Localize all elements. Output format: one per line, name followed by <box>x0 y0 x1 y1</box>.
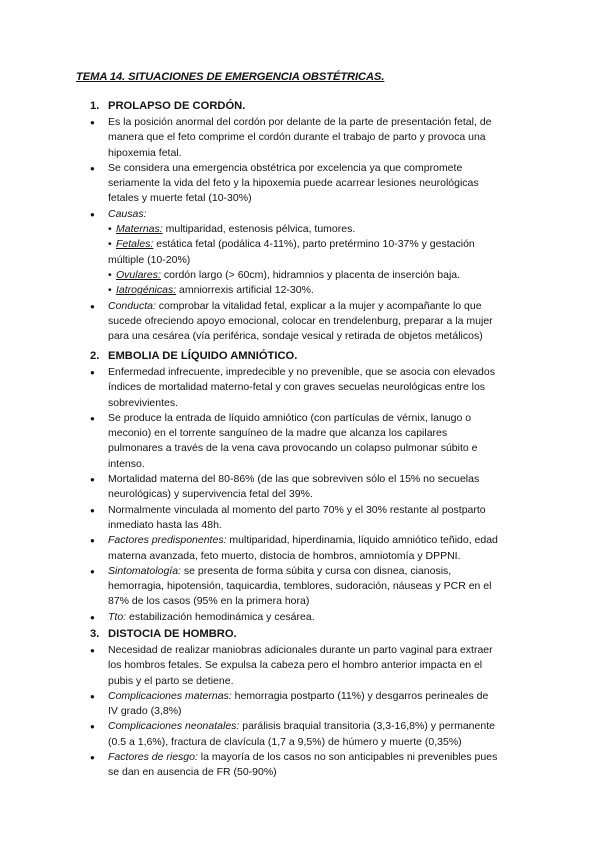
list-item: ● Sintomatología: se presenta de forma súbita y cursa con disnea, cianosis, hemorragia, hipotensión, taquicardia, temblores, sudoración, náuseas y PCR en el 87% de los casos (95% en la primera hora) <box>0 564 500 610</box>
section-heading: 3. DISTOCIA DE HOMBRO. <box>90 628 237 640</box>
list-item: ● Se considera una emergencia obstétrica por excelencia ya que compromete seriamente la vida del feto y la hipoxemia puede acarrear lesiones neurológicas fetales y muerte fetal (10-30%) <box>0 161 500 207</box>
list-item: ● Normalmente vinculada al momento del parto 70% y el 30% restante al postparto inmediato hasta las 48h. <box>0 503 500 534</box>
list-item: ● Mortalidad materna del 80-86% (de las que sobreviven sólo el 15% no secuelas neurológicas) y supervivencia fetal del 39%. <box>0 472 500 503</box>
bullet-list <box>0 365 600 625</box>
list-item: ● Enfermedad infrecuente, impredecible y no prevenible, que se asocia con elevados índices de mortalidad materno-fetal y con graves secuelas neurológicas entre los sobrevivientes. <box>0 365 500 411</box>
list-item: ● Tto: estabilización hemodinámica y cesárea. <box>0 610 500 625</box>
list-item: ● Complicaciones neonatales: parálisis braquial transitoria (3,3-16,8%) y permanente (0.5 a 1,6%), fractura de clavícula (1,7 a 9,5%) de húmero y muerte (0,35%) <box>0 719 500 750</box>
list-item: ● Se produce la entrada de líquido amniótico (con partículas de vérnix, lanugo o meconio) en el torrente sanguíneo de la madre que alcanza los capilares pulmonares a través de la vena cava provocando un colapso pulmonar súbito e intenso. <box>0 411 500 472</box>
list-item: ● Factores predisponentes: multiparidad, hiperdinamia, líquido amniótico teñido, edad materna avanzada, feto muerto, distocia de hombros, amniotomía y DPPNI. <box>0 533 500 564</box>
list-item: ● Conducta: comprobar la vitalidad fetal, explicar a la mujer y acompañante lo que sucede ofreciendo apoyo emocional, colocar en trendelenburg, preparar a la mujer para una cesárea (vía periférica, sondaje vesical y retirada de objetos metálicos) <box>0 299 500 345</box>
document-title: TEMA 14. SITUACIONES DE EMERGENCIA OBSTÉTRICAS. <box>76 71 385 83</box>
list-item: ● Complicaciones maternas: hemorragia postparto (11%) y desgarros perineales de IV grado (3,8%) <box>0 689 500 720</box>
sub-item: • Ovulares: cordón largo (> 60cm), hidramnios y placenta de inserción baja. <box>108 268 461 281</box>
sub-item: • Maternas: multiparidad, estenosis pélvica, tumores. <box>108 223 356 236</box>
list-item: ● Es la posición anormal del cordón por delante de la parte de presentación fetal, de manera que el feto comprime el cordón durante el trabajo de parto y provoca una hipoxemia fetal. <box>0 115 500 161</box>
sub-item: • Iatrogénicas: amniorrexis artificial 12-30%. <box>108 284 314 297</box>
bullet-list <box>0 115 600 344</box>
list-item: ● Necesidad de realizar maniobras adicionales durante un parto vaginal para extraer los hombros fetales. Se expulsa la cabeza pero el hombro anterior impacta en el pubis y el parto se detiene. <box>0 643 500 689</box>
sub-item: • Fetales: estática fetal (podálica 4-11%), parto pretérmino 10-37% y gestación múltiple (10-20%) <box>108 238 475 266</box>
section-heading: 1. PROLAPSO DE CORDÓN. <box>90 100 246 112</box>
section-heading: 2. EMBOLIA DE LÍQUIDO AMNIÓTICO. <box>90 350 298 362</box>
list-item: ● Causas: • Maternas: multiparidad, estenosis pélvica, tumores. • Fetales: estática fetal (podálica 4-11%), parto pretérmino 10-37% y gestación múltiple (10-20%) • Ovulares: cordón largo (> 60cm), hidramnios y placenta de inserción baja. • Iatrogénicas: amniorrexis artificial 12-30%. <box>0 207 500 299</box>
bullet-list <box>0 643 600 781</box>
list-item: ● Factores de riesgo: la mayoría de los casos no son anticipables ni prevenibles pues se dan en ausencia de FR (50-90%) <box>0 750 500 781</box>
